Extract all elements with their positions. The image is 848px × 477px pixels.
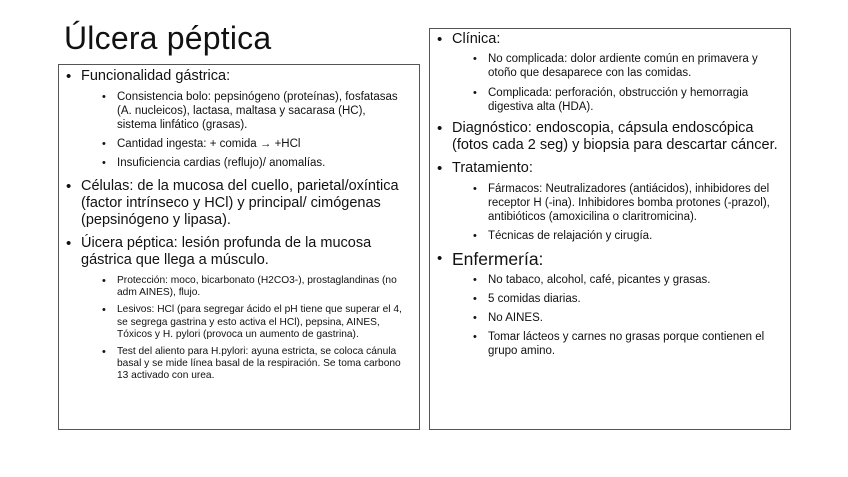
sub-item-text: Tomar lácteos y carnes no grasas porque contienen el grupo amino. (488, 331, 765, 357)
sub-list-item (470, 182, 780, 224)
list-item (430, 249, 790, 358)
sub-list-item (99, 275, 407, 299)
sub-list-item (99, 137, 405, 151)
list-item (430, 120, 780, 154)
sub-list-item (470, 273, 766, 287)
sub-item-text: Cantidad ingesta: + comida → +HCl (117, 138, 301, 150)
left-bullet-list (59, 65, 419, 383)
list-item (430, 160, 790, 243)
sub-item-text: Test del aliento para H.pylori: ayuna estricta, se coloca cánula basal y se mide línea basal de la respiración. Se toma carbono 13 activado con urea. (117, 346, 401, 382)
item-text: Clínica: (452, 31, 501, 47)
right-bullet-list (430, 29, 790, 358)
sub-list (470, 52, 766, 114)
sub-list-item (99, 90, 405, 132)
right-content-box (429, 28, 791, 430)
sub-list (470, 273, 766, 358)
sub-list-item (470, 229, 780, 243)
sub-list-item (99, 156, 405, 170)
sub-item-text: Protección: moco, bicarbonato (H2CO3-), prostaglandinas (no adm AINES), flujo. (117, 275, 397, 299)
sub-list (99, 90, 405, 170)
item-text: Enfermería: (452, 249, 544, 269)
item-text: Diagnóstico: endoscopia, cápsula endoscópica (fotos cada 2 seg) y biopsia para descartar cáncer. (452, 120, 778, 153)
sub-list-item (470, 330, 766, 358)
sub-list-item (99, 346, 407, 383)
list-item (59, 178, 407, 229)
sub-item-text: No tabaco, alcohol, café, picantes y grasas. (488, 274, 711, 286)
item-text: Células: de la mucosa del cuello, parietal/oxíntica (factor intrínseco y HCl) y principal/ cimógenas (pepsinógeno y lipasa). (81, 178, 399, 228)
list-item (59, 235, 411, 383)
sub-item-text: No complicada: dolor ardiente común en primavera y otoño que desaparece con las comidas. (488, 53, 758, 79)
sub-list-item (470, 311, 766, 325)
sub-item-text: 5 comidas diarias. (488, 293, 581, 305)
sub-item-text: Complicada: perforación, obstrucción y hemorragia digestiva alta (HDA). (488, 87, 749, 113)
item-text: Úicera péptica: lesión profunda de la mucosa gástrica que llega a músculo. (81, 235, 372, 268)
sub-list-item (470, 52, 766, 80)
list-item (430, 31, 790, 114)
sub-list-item (99, 304, 407, 341)
sub-list-item (470, 292, 766, 306)
sub-item-text: Insuficiencia cardias (reflujo)/ anomalías. (117, 157, 326, 169)
left-content-box (58, 64, 420, 430)
item-text: Tratamiento: (452, 160, 533, 176)
sub-item-text: Lesivos: HCl (para segregar ácido el pH tiene que superar el 4, se segrega gastrina y esto activa el HCl), pepsina, AINES, Tóxicos y H. pylori (provoca un aumento de gastrina). (117, 304, 402, 340)
sub-list (99, 275, 407, 383)
list-item (59, 68, 419, 170)
sub-list (470, 182, 780, 243)
sub-list-item (470, 86, 766, 114)
sub-item-text: Fármacos: Neutralizadores (antiácidos), inhibidores del receptor H (-ina). Inhibidores bomba protones (-prazol), antibióticos (amoxicilina o claritromicina). (488, 183, 770, 223)
sub-item-text: No AINES. (488, 312, 543, 324)
item-text: Funcionalidad gástrica: (81, 68, 231, 84)
page-title: Úlcera péptica (64, 20, 272, 56)
sub-item-text: Técnicas de relajación y cirugía. (488, 230, 653, 242)
sub-item-text: Consistencia bolo: pepsinógeno (proteínas), fosfatasas (A. nucleicos), lactasa, maltasa y sacarasa (HC), sistema linfático (grasas). (117, 91, 398, 131)
